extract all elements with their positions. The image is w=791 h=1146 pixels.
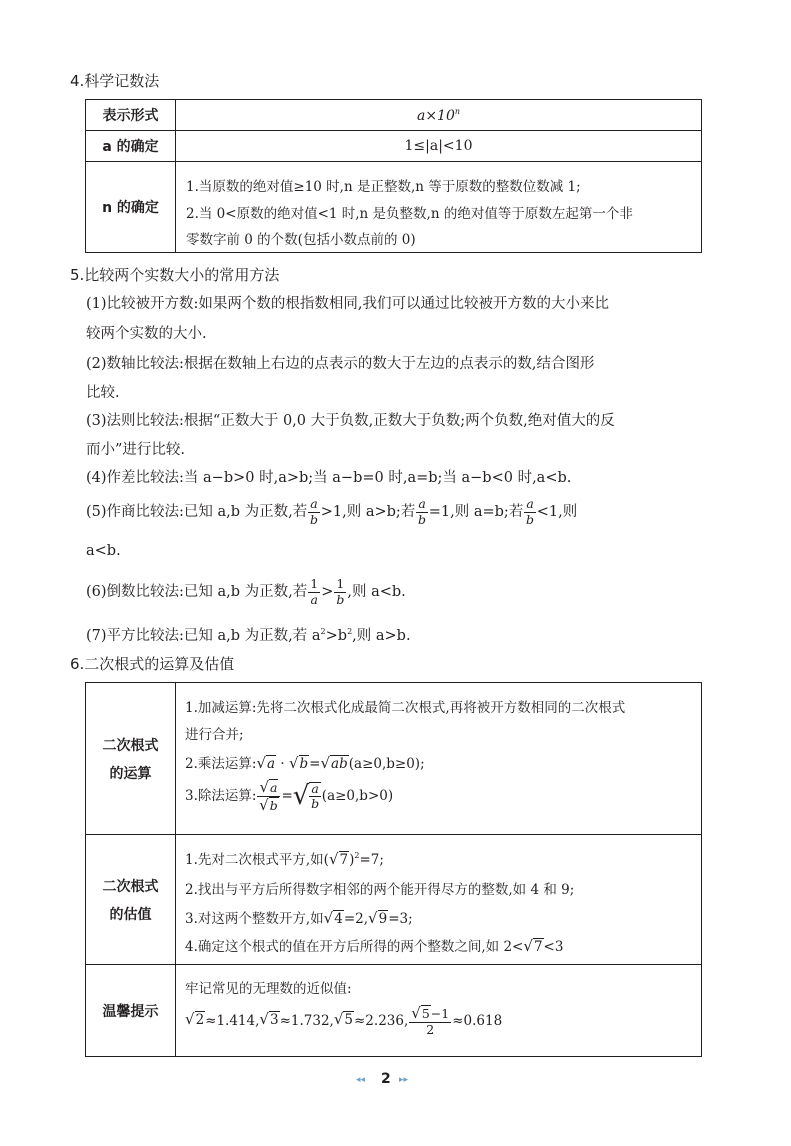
- method-5-line-1: (5)作商比较法:已知 a,b 为正数,若 $\frac{a}{b}$ >1,则 a>b;若 $\frac{a}{b}$ =1,则 a=b;若 $\frac{a}{b}$ <1,则: [86, 496, 578, 527]
- method-4: (4)作差比较法:当 a−b>0 时,a>b;当 a−b=0 时,a=b;当 a−b<0 时,a<b.: [86, 470, 572, 486]
- est-step-2: 2.找出与平方后所得数字相邻的两个能开得尽方的整数,如 4 和 9;: [185, 881, 575, 898]
- section-heading-4: 4.科学记数法: [70, 72, 160, 90]
- operations-content: [176, 683, 702, 835]
- estimation-label: 二次根式 的估值: [86, 835, 176, 965]
- est-step-4: 4.确定这个根式的值在开方后所得的两个整数之间,如 2<√7<3: [185, 936, 564, 955]
- method-3-line-2: 而小”进行比较.: [86, 442, 186, 458]
- method-7: (7)平方比较法:已知 a,b 为正数,若 $a^2>b^2$,则 a>b.: [86, 627, 411, 644]
- method-3-line-1: (3)法则比较法:根据“正数大于 0,0 大于负数,正数大于负数;两个负数,绝对值大的反: [86, 413, 615, 429]
- fraction-a-over-b: $\frac{a}{b}$: [418, 496, 427, 527]
- section-heading-6: 6.二次根式的运算及估值: [70, 655, 235, 673]
- estimation-content: [176, 835, 702, 965]
- n-description: 1.当原数的绝对值≥10 时,n 是正整数,n 等于原数的整数位数减 1; 2.当 0<原数的绝对值<1 时,n 是负整数,n 的绝对值等于原数左起第一个非 零数字前 0 的个数(包括小数点前的 0): [176, 162, 702, 253]
- page-number: 2: [381, 1071, 391, 1087]
- a-value: 1≤|a|<10: [176, 131, 702, 162]
- fraction-a-over-b: $\frac{a}{b}$: [526, 496, 535, 527]
- method-6: (6)倒数比较法:已知 a,b 为正数,若 $\frac{1}{a}$ > $\frac{1}{b}$ ,则 a<b.: [86, 576, 406, 607]
- fraction-1-over-a: $\frac{1}{a}$: [310, 576, 319, 607]
- method-1-line-1: (1)比较被开方数:如果两个数的根指数相同,我们可以通过比较被开方数的大小来比: [86, 296, 610, 312]
- form-label: 表示形式: [86, 100, 176, 131]
- method-2-line-1: (2)数轴比较法:根据在数轴上右边的点表示的数大于左边的点表示的数,结合图形: [86, 356, 595, 372]
- est-step-3: 3.对这两个整数开方,如√4=2,√9=3;: [185, 908, 413, 927]
- op-multiply: 2.乘法运算:√a · √b=√ab(a≥0,b≥0);: [185, 753, 425, 772]
- op-add-line-2: 进行合并;: [185, 726, 244, 743]
- a-label: a 的确定: [86, 131, 176, 162]
- prev-page-icon[interactable]: ◂◂: [356, 1075, 366, 1085]
- op-add-line-1: 1.加减运算:先将二次根式化成最简二次根式,再将被开方数相同的二次根式: [185, 699, 626, 716]
- scientific-notation-table: [85, 99, 702, 253]
- n-label: n 的确定: [86, 162, 176, 253]
- method-1-line-2: 较两个实数的大小.: [86, 326, 207, 342]
- tip-label: 温馨提示: [86, 965, 176, 1057]
- est-step-1: 1.先对二次根式平方,如$(√7)^2=7$;: [185, 849, 384, 868]
- method-2-line-2: 比较.: [86, 385, 120, 401]
- fraction-a-over-b: $\frac{a}{b}$: [310, 496, 319, 527]
- tip-content: [176, 965, 702, 1057]
- section-heading-5: 5.比较两个实数大小的常用方法: [70, 266, 280, 284]
- op-divide: 3.除法运算: $\frac{√a}{√b}$ =√ $\frac{a}{b}$ (a≥0,b>0): [185, 777, 394, 814]
- method-5-line-2: a<b.: [86, 543, 121, 559]
- form-value: $a\times 10^n$: [176, 100, 702, 131]
- tip-line-2: √2≈1.414,√3≈1.732,√5≈2.236, $\frac{√5-1}{2}$ ≈0.618: [185, 1003, 503, 1037]
- tip-line-1: 牢记常见的无理数的近似值:: [185, 980, 352, 997]
- next-page-icon[interactable]: ▸▸: [399, 1075, 409, 1085]
- radical-operations-table: [85, 682, 702, 1057]
- operations-label: 二次根式 的运算: [86, 683, 176, 835]
- fraction-1-over-b: $\frac{1}{b}$: [336, 576, 345, 607]
